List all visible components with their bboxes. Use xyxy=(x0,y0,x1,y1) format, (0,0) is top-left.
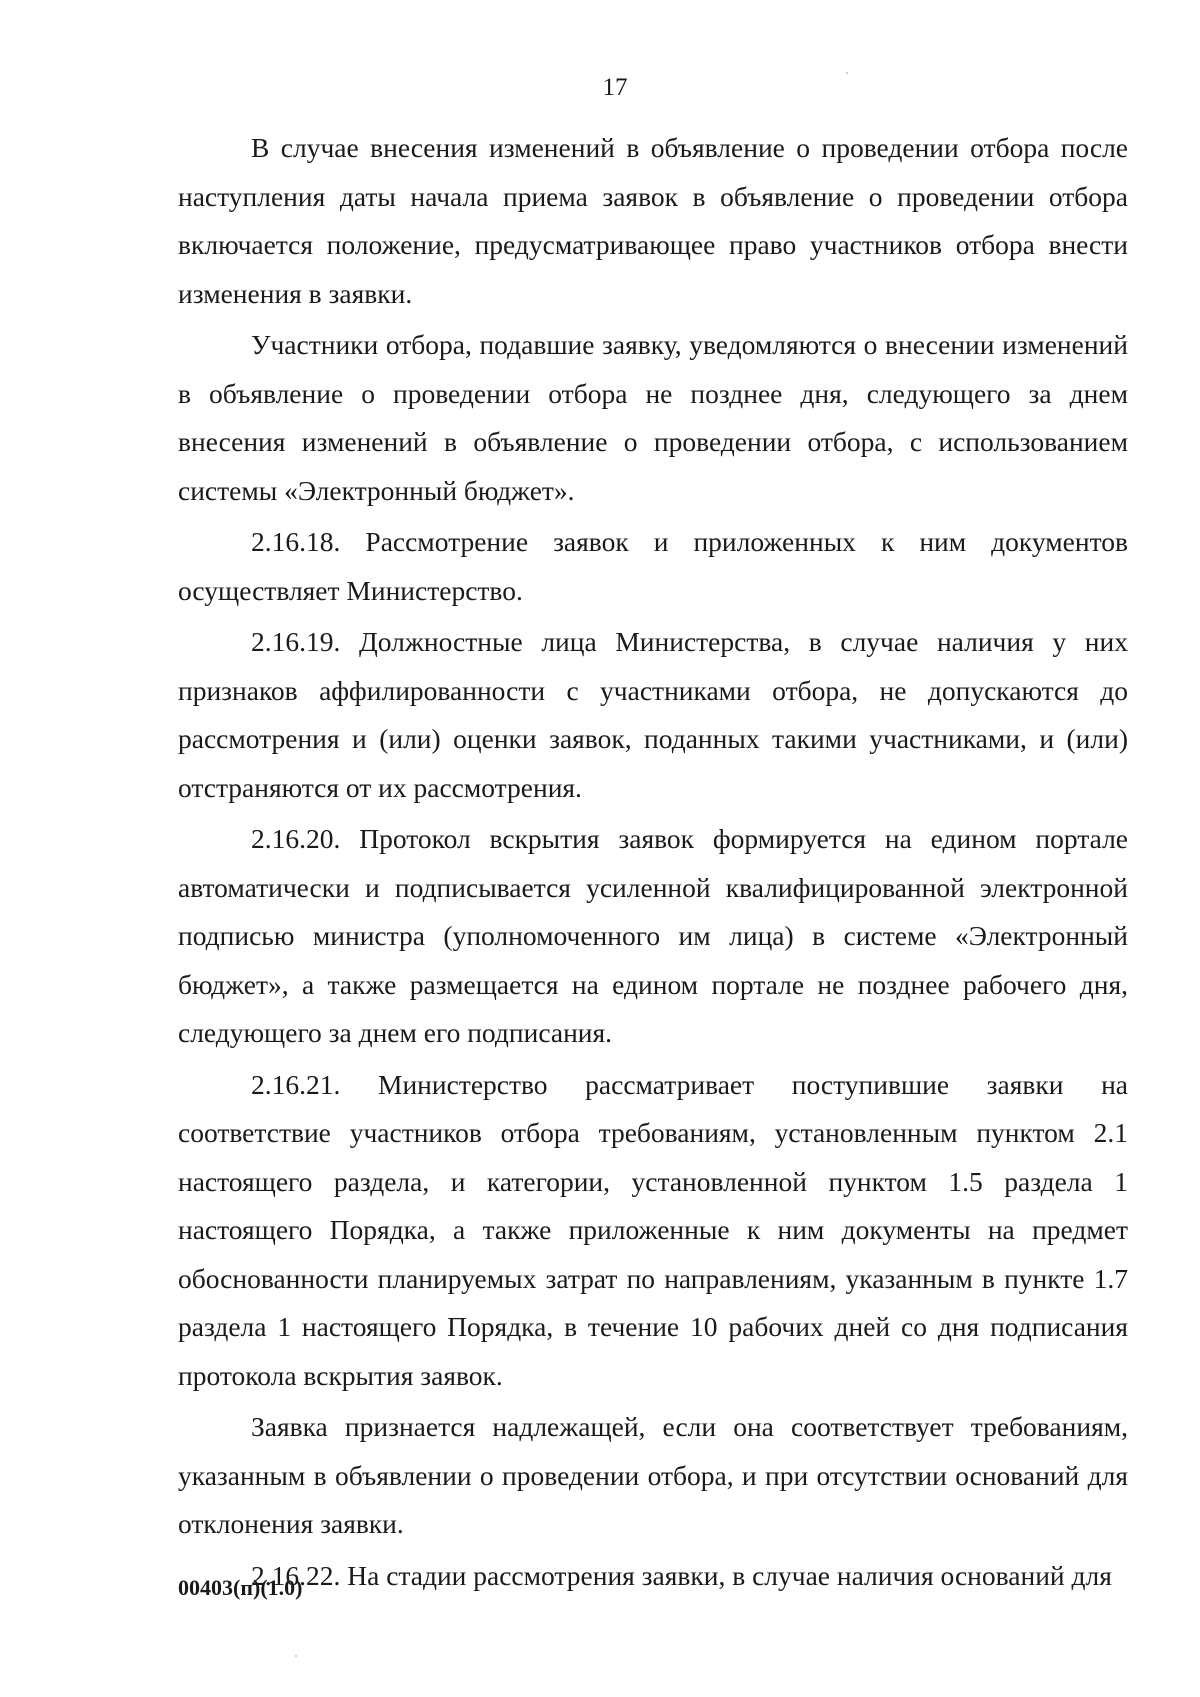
paragraph-2-16-19: 2.16.19. Должностные лица Министерства, в случае наличия у них признаков аффилированности с участниками отбора, не допускаются до рассмотрения и (или) оценки заявок, поданных такими участниками, и (или) отстраняются от их рассмотрения. xyxy=(178,626,1128,803)
paragraph-2-16-22: 2.16.22. На стадии рассмотрения заявки, в случае наличия оснований для xyxy=(251,1559,1112,1591)
paragraph-notice-changes: В случае внесения изменений в объявление о проведении отбора после наступления даты начала приема заявок в объявление о проведении отбора включается положение, предусматривающее право участников отбора внести изменения в заявки. xyxy=(178,132,1128,309)
page-number: 17 xyxy=(602,74,628,101)
document-code: 00403(п)(1.0) xyxy=(178,1575,303,1600)
scan-speck xyxy=(846,72,848,74)
paragraph-2-16-20: 2.16.20. Протокол вскрытия заявок формируется на едином портале автоматически и подписывается усиленной квалифицированной электронной подписью министра (уполномоченного им лица) в системе «Электронный бюджет», а также размещается на едином портале не позднее рабочего дня, следующего за днем его подписания. xyxy=(178,823,1128,1048)
page-body xyxy=(178,124,1128,1603)
scan-speck xyxy=(295,1655,297,1657)
paragraph-participants-notified: Участники отбора, подавшие заявку, уведомляются о внесении изменений в объявление о проведении отбора не позднее дня, следующего за днем внесения изменений в объявление о проведении отбора, с использованием системы «Электронный бюджет». xyxy=(178,329,1128,506)
paragraph-2-16-21: 2.16.21. Министерство рассматривает поступившие заявки на соответствие участников отбора требованиям, установленным пунктом 2.1 настоящего раздела, и категории, установленной пунктом 1.5 раздела 1 настоящего Порядка, а также приложенные к ним документы на предмет обоснованности планируемых затрат по направлениям, указанным в пункте 1.7 раздела 1 настоящего Порядка, в течение 10 рабочих дней со дня подписания протокола вскрытия заявок. xyxy=(178,1068,1128,1391)
paragraph-2-16-18: 2.16.18. Рассмотрение заявок и приложенных к ним документов осуществляет Министерство. xyxy=(178,526,1128,606)
paragraph-application-proper: Заявка признается надлежащей, если она соответствует требованиям, указанным в объявлении о проведении отбора, и при отсутствии оснований для отклонения заявки. xyxy=(178,1411,1128,1539)
